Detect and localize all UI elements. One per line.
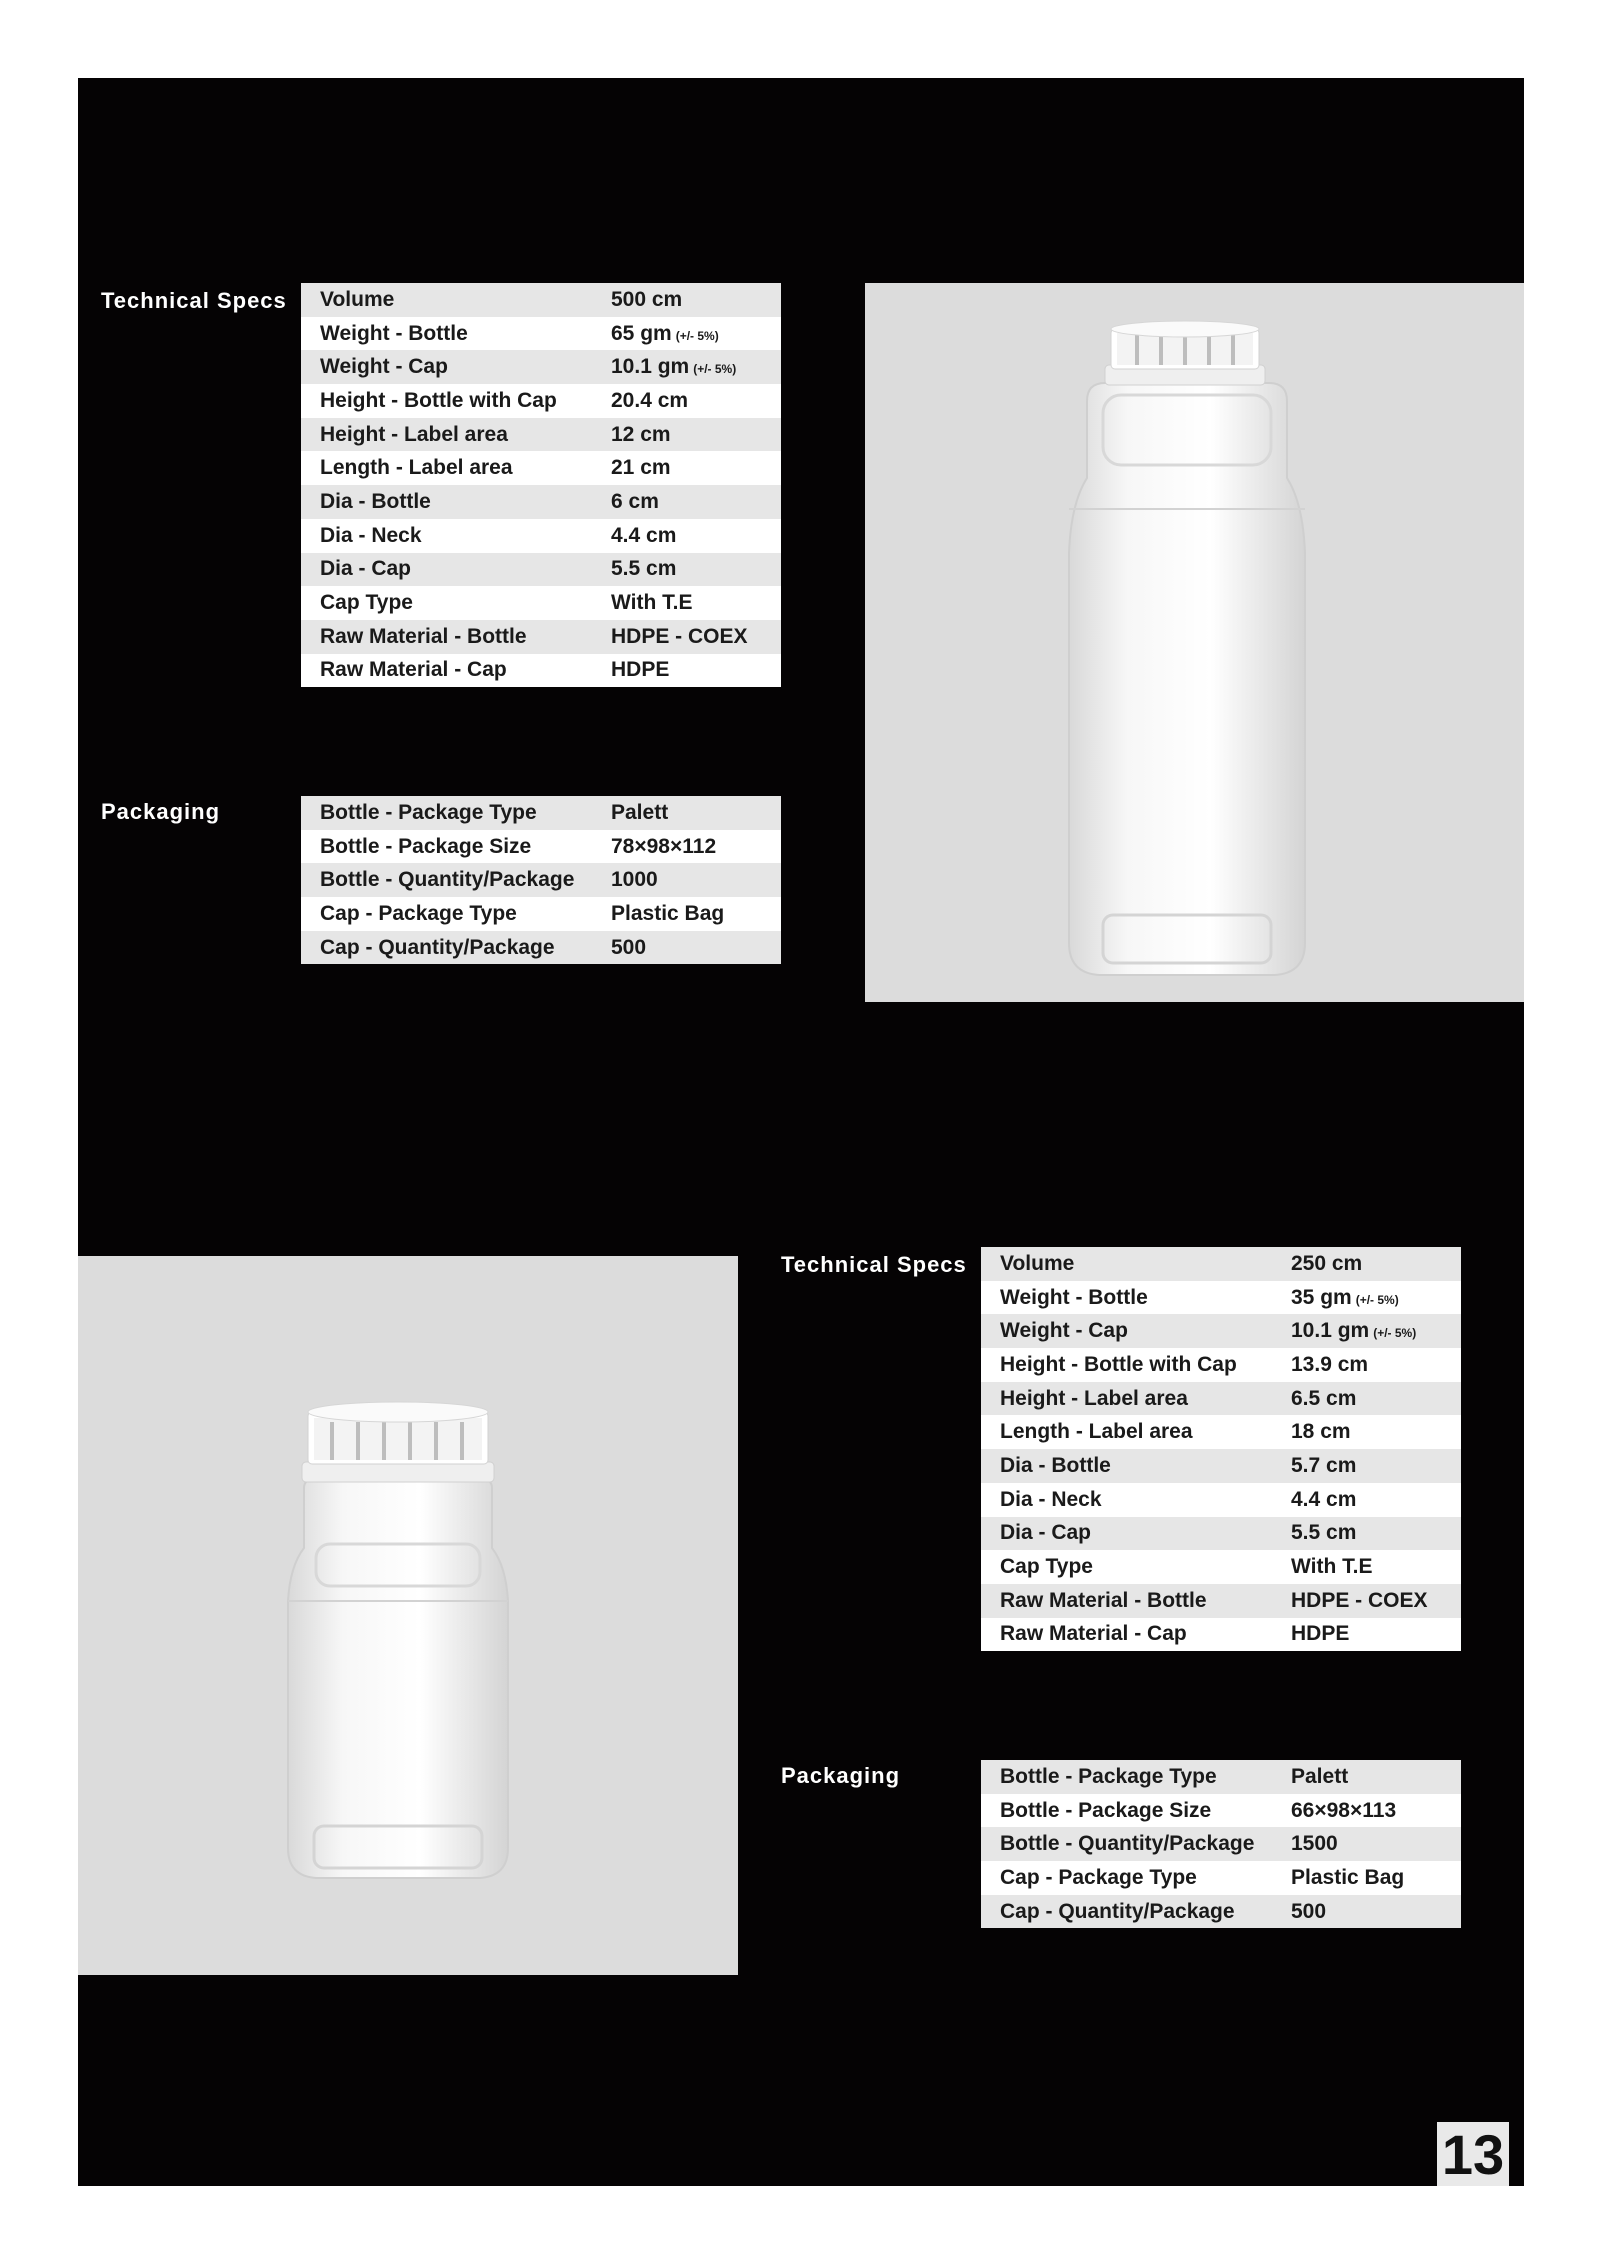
row-value-cell [1272,1618,1461,1652]
spec-row [981,1517,1461,1551]
tolerance-note: (+/- 5%) [693,362,737,377]
row-label: Height - Bottle with Cap [301,384,592,418]
row-value-cell [592,863,781,897]
spec-row [301,519,781,553]
packaging-heading: Packaging [101,799,221,824]
spec-row [981,1281,1461,1315]
row-value: Plastic Bag [611,901,725,925]
row-label: Dia - Cap [301,553,592,587]
product-photo-500ml [865,283,1524,1002]
row-value-cell [1272,1584,1461,1618]
row-value: 78×98×112 [611,834,717,858]
row-label: Weight - Cap [301,350,592,384]
row-value: 250 cm [1291,1251,1363,1275]
packaging-row [981,1895,1461,1929]
row-value: 5.7 cm [1291,1453,1357,1477]
packaging-table [981,1760,1461,1928]
row-value: With T.E [611,591,693,615]
row-label: Dia - Bottle [301,485,592,519]
row-value-cell [1272,1281,1461,1315]
technical-specs-table [301,283,781,687]
row-value-cell [592,283,781,317]
row-value-cell [592,384,781,418]
row-value: 1000 [611,868,658,892]
row-label: Height - Label area [301,418,592,452]
row-value-cell [592,519,781,553]
row-value-cell [1272,1550,1461,1584]
row-value: 66×98×113 [1291,1798,1397,1822]
spec-row [301,283,781,317]
packaging-row [301,830,781,864]
packaging-row [301,897,781,931]
row-value-cell [1272,1827,1461,1861]
row-value-cell [1272,1760,1461,1794]
packaging-row [301,863,781,897]
row-label: Cap - Package Type [301,897,592,931]
packaging-rows [301,796,781,964]
row-value: Palett [611,800,669,824]
row-label: Dia - Neck [301,519,592,553]
spec-row [981,1247,1461,1281]
page-number: 13 [1437,2122,1509,2186]
spec-rows [301,283,781,687]
row-label: Cap Type [301,586,592,620]
row-label: Volume [981,1247,1272,1281]
row-label: Cap Type [981,1550,1272,1584]
row-value-cell [1272,1895,1461,1929]
row-value-cell [592,796,781,830]
row-label: Volume [301,283,592,317]
spec-row [981,1449,1461,1483]
spec-row [981,1584,1461,1618]
row-label: Height - Bottle with Cap [981,1348,1272,1382]
row-value-cell [592,586,781,620]
row-value-cell [1272,1247,1461,1281]
packaging-rows [981,1760,1461,1928]
row-value: 5.5 cm [611,557,677,581]
spec-row [301,586,781,620]
technical-specs-heading: Technical Specs [781,1252,967,1277]
spec-row [981,1348,1461,1382]
packaging-row [981,1861,1461,1895]
spec-row [301,553,781,587]
spec-row [301,620,781,654]
row-value-cell [592,654,781,688]
row-value: 21 cm [611,456,671,480]
product-photo-250ml [78,1256,738,1975]
row-value: HDPE [611,658,670,682]
row-label: Height - Label area [981,1382,1272,1416]
row-label: Dia - Cap [981,1517,1272,1551]
row-label: Length - Label area [981,1415,1272,1449]
row-label: Bottle - Package Type [301,796,592,830]
row-value-cell [1272,1382,1461,1416]
row-value-cell [592,418,781,452]
packaging-row [301,796,781,830]
row-label: Weight - Bottle [981,1281,1272,1315]
spec-row [981,1314,1461,1348]
row-value: 6.5 cm [1291,1386,1357,1410]
row-value: 500 [611,935,647,959]
row-value: 10.1 gm [1291,1319,1370,1343]
row-value-cell [1272,1517,1461,1551]
row-value: 12 cm [611,422,671,446]
technical-specs-table [981,1247,1461,1651]
row-value: 4.4 cm [611,523,677,547]
row-value: 10.1 gm [611,355,690,379]
row-value: Palett [1291,1764,1349,1788]
row-value: 35 gm [1291,1285,1352,1309]
spec-row [301,350,781,384]
row-value-cell [592,451,781,485]
bottle-500ml-image [865,283,1524,1002]
row-label: Raw Material - Bottle [301,620,592,654]
bottle-250ml-image [78,1256,738,1975]
spec-row [981,1415,1461,1449]
packaging-heading: Packaging [781,1763,901,1788]
row-value-cell [592,620,781,654]
row-value-cell [592,350,781,384]
row-label: Dia - Neck [981,1483,1272,1517]
row-value-cell [592,553,781,587]
row-value-cell [1272,1415,1461,1449]
spec-row [301,384,781,418]
row-value: HDPE - COEX [1291,1588,1428,1612]
row-value-cell [592,931,781,965]
packaging-table [301,796,781,964]
row-value-cell [1272,1794,1461,1828]
row-label: Weight - Cap [981,1314,1272,1348]
row-value: 5.5 cm [1291,1521,1357,1545]
spec-row [301,485,781,519]
row-value: 13.9 cm [1291,1352,1369,1376]
spec-row [301,654,781,688]
tolerance-note: (+/- 5%) [675,328,719,343]
row-value: HDPE - COEX [611,624,748,648]
row-value-cell [592,485,781,519]
spec-row [981,1550,1461,1584]
row-value-cell [1272,1449,1461,1483]
row-label: Dia - Bottle [981,1449,1272,1483]
packaging-row [981,1827,1461,1861]
row-label: Bottle - Quantity/Package [981,1827,1272,1861]
row-label: Length - Label area [301,451,592,485]
row-label: Cap - Package Type [981,1861,1272,1895]
spec-row [301,418,781,452]
row-value: 4.4 cm [1291,1487,1357,1511]
row-label: Raw Material - Bottle [981,1584,1272,1618]
row-label: Cap - Quantity/Package [981,1895,1272,1929]
row-value: HDPE [1291,1622,1350,1646]
tolerance-note: (+/- 5%) [1373,1326,1417,1341]
row-label: Bottle - Package Size [301,830,592,864]
row-value: 500 [1291,1899,1327,1923]
spec-row [301,317,781,351]
row-value-cell [592,317,781,351]
row-label: Raw Material - Cap [981,1618,1272,1652]
row-value: Plastic Bag [1291,1865,1405,1889]
row-value-cell [1272,1348,1461,1382]
spec-row [981,1382,1461,1416]
packaging-row [981,1760,1461,1794]
row-label: Bottle - Package Size [981,1794,1272,1828]
spec-row [301,451,781,485]
row-label: Raw Material - Cap [301,654,592,688]
row-value-cell [592,830,781,864]
row-label: Bottle - Quantity/Package [301,863,592,897]
row-label: Cap - Quantity/Package [301,931,592,965]
row-label: Bottle - Package Type [981,1760,1272,1794]
row-label: Weight - Bottle [301,317,592,351]
tolerance-note: (+/- 5%) [1355,1292,1399,1307]
row-value: 20.4 cm [611,388,689,412]
row-value-cell [592,897,781,931]
packaging-row [301,931,781,965]
row-value: 1500 [1291,1832,1338,1856]
technical-specs-heading: Technical Specs [101,288,287,313]
row-value-cell [1272,1861,1461,1895]
packaging-row [981,1794,1461,1828]
spec-row [981,1618,1461,1652]
row-value: 500 cm [611,287,683,311]
spec-rows [981,1247,1461,1651]
row-value: 6 cm [611,489,659,513]
row-value: 18 cm [1291,1420,1351,1444]
row-value: With T.E [1291,1555,1373,1579]
row-value-cell [1272,1483,1461,1517]
row-value: 65 gm [611,321,672,345]
row-value-cell [1272,1314,1461,1348]
spec-row [981,1483,1461,1517]
